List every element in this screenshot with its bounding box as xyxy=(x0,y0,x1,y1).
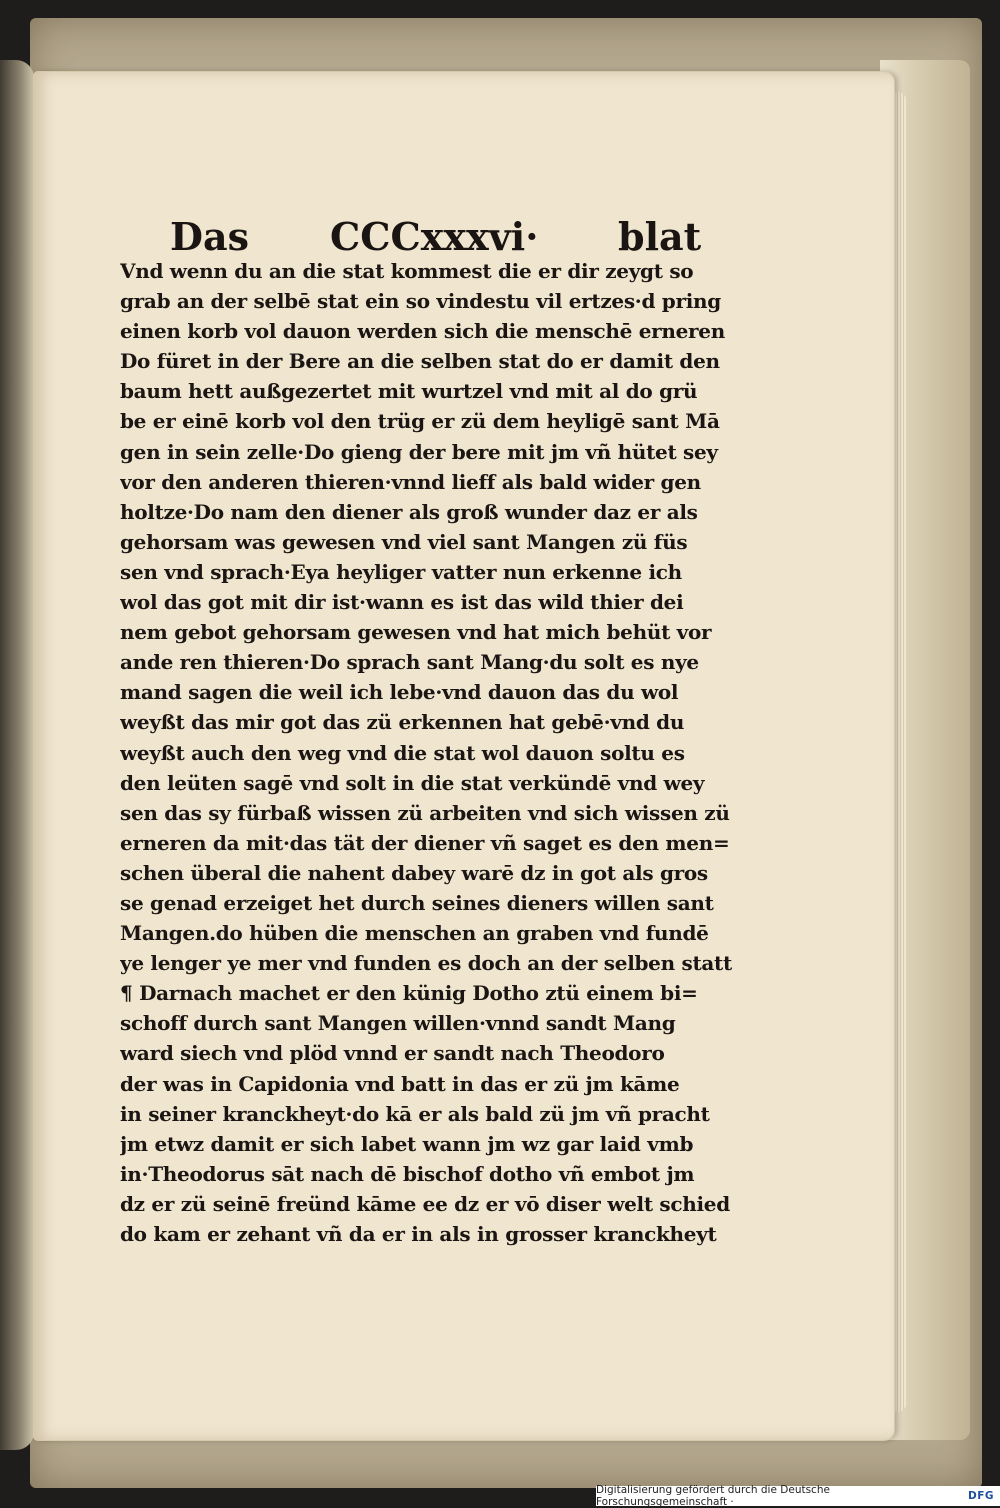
text-line: se genad erzeiget het durch seines dieners willen sant xyxy=(120,890,714,915)
text-line: ande ren thieren·Do sprach sant Mang·du solt es nye xyxy=(120,650,699,675)
text-line: wol das got mit dir ist·wann es ist das wild thier dei xyxy=(120,590,684,615)
header-title: Das xyxy=(170,214,249,259)
text-line: einen korb vol dauon werden sich die menschē erneren xyxy=(120,319,725,344)
text-line: erneren da mit·das tät der diener vñ saget es den men= xyxy=(120,830,730,855)
text-line: dz er zü seinē freünd kāme ee dz er vō diser welt schied xyxy=(120,1191,730,1216)
folio-number: CCCxxxvi· xyxy=(330,214,539,259)
text-line: der was in Capidonia vnd batt in das er zü jm kāme xyxy=(120,1071,680,1096)
text-line: in seiner kranckheyt·do kā er als bald zü jm vñ pracht xyxy=(120,1101,710,1126)
dfg-logo-icon: DFG xyxy=(967,1490,994,1502)
text-line: gen in sein zelle·Do gieng der bere mit jm vñ hütet sey xyxy=(120,439,718,464)
credit-text: Digitalisierung gefördert durch die Deutsche Forschungsgemeinschaft · xyxy=(596,1484,830,1508)
text-line: gehorsam was gewesen vnd viel sant Mangen zü füs xyxy=(120,529,688,554)
text-line: Mangen.do hüben die menschen an graben vnd fundē xyxy=(120,921,709,946)
text-line: in·Theodorus sāt nach dē bischof dotho vñ embot jm xyxy=(120,1161,695,1186)
text-line: holtze·Do nam den diener als groß wunder daz er als xyxy=(120,499,698,524)
text-line: ward siech vnd plöd vnnd er sandt nach Theodoro xyxy=(120,1041,665,1066)
text-line: schoff durch sant Mangen willen·vnnd sandt Mang xyxy=(120,1011,676,1036)
text-line: be er einē korb vol den trüg er zü dem heyligē sant Mā xyxy=(120,409,720,434)
digitization-credit xyxy=(596,1486,1000,1506)
text-line: weyßt das mir got das zü erkennen hat gebē·vnd du xyxy=(120,710,685,735)
header-blat: blat xyxy=(618,214,702,259)
text-line: grab an der selbē stat ein so vindestu vil ertzes·d pring xyxy=(120,289,721,314)
text-line: ye lenger ye mer vnd funden es doch an der selben statt xyxy=(120,951,732,976)
text-line: sen vnd sprach·Eya heyliger vatter nun erkenne ich xyxy=(120,559,682,584)
text-line: ¶ Darnach machet er den künig Dotho ztü einem bi= xyxy=(120,981,698,1006)
text-line: do kam er zehant vñ da er in als in grosser kranckheyt xyxy=(120,1222,717,1246)
text-line: den leüten sagē vnd solt in die stat verkündē vnd wey xyxy=(120,770,705,795)
text-line: jm etwz damit er sich labet wann jm wz gar laid vmb xyxy=(120,1131,694,1156)
text-line: vor den anderen thieren·vnnd lieff als bald wider gen xyxy=(120,469,701,494)
text-line: mand sagen die weil ich lebe·vnd dauon das du wol xyxy=(120,680,679,705)
text-line: sen das sy fürbaß wissen zü arbeiten vnd sich wissen zü xyxy=(120,800,730,825)
body-text xyxy=(120,256,732,1249)
text-line: weyßt auch den weg vnd die stat wol dauon soltu es xyxy=(120,740,685,765)
text-line: schen überal die nahent dabey warē dz in got als gros xyxy=(120,860,708,885)
text-line: baum hett außgezertet mit wurtzel vnd mit al do grü xyxy=(120,379,698,404)
text-line: Do füret in der Bere an die selben stat do er damit den xyxy=(120,349,720,374)
text-line: Vnd wenn du an die stat kommest die er dir zeygt so xyxy=(120,259,694,283)
adjacent-book-spine xyxy=(0,60,34,1450)
text-line: nem gebot gehorsam gewesen vnd hat mich behüt vor xyxy=(120,620,712,645)
